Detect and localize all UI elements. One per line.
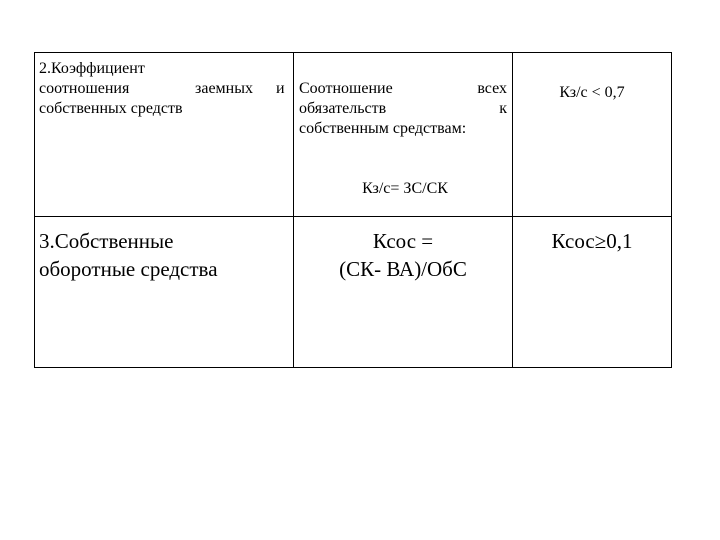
- row1-desc-line1-left: Соотношение: [299, 80, 393, 97]
- row1-desc-line1-right: всех: [477, 80, 507, 97]
- column-divider-1: [293, 53, 294, 367]
- row1-name-cell: [39, 59, 253, 119]
- row2-name-cell: [39, 227, 289, 283]
- row2-formula-cell: [294, 227, 512, 283]
- row1-description-cell: [299, 79, 507, 139]
- row1-desc-line2: [299, 99, 507, 119]
- row1-name-line2-right: заемных: [195, 80, 253, 97]
- indicator-table: [34, 52, 672, 368]
- row1-desc-line1: [299, 79, 507, 99]
- row1-desc-line3: собственным средствам:: [299, 120, 467, 137]
- row1-name-line2-left: соотношения: [39, 80, 130, 97]
- row1-name-connector: и: [276, 80, 285, 97]
- row1-name-line3: собственных средств: [39, 100, 183, 117]
- row2-name-line2: оборотные средства: [39, 257, 218, 281]
- row1-name-line1: 2.Коэффициент: [39, 60, 145, 77]
- row2-formula-line2: (СК- ВА)/ОбС: [339, 257, 467, 281]
- row1-desc-line2-right: к: [499, 100, 507, 117]
- row1-desc-line2-left: обязательств: [299, 100, 387, 117]
- row2-formula-line1: Ксос =: [372, 229, 434, 253]
- row1-formula: Кз/с= ЗС/СК: [362, 180, 448, 197]
- row1-norm: Кз/с < 0,7: [559, 84, 625, 101]
- row1-name-line2: [39, 79, 253, 99]
- row-divider: [35, 216, 671, 217]
- row2-name-line1: 3.Собственные: [39, 229, 174, 253]
- row2-norm: Ксос≥0,1: [551, 229, 633, 253]
